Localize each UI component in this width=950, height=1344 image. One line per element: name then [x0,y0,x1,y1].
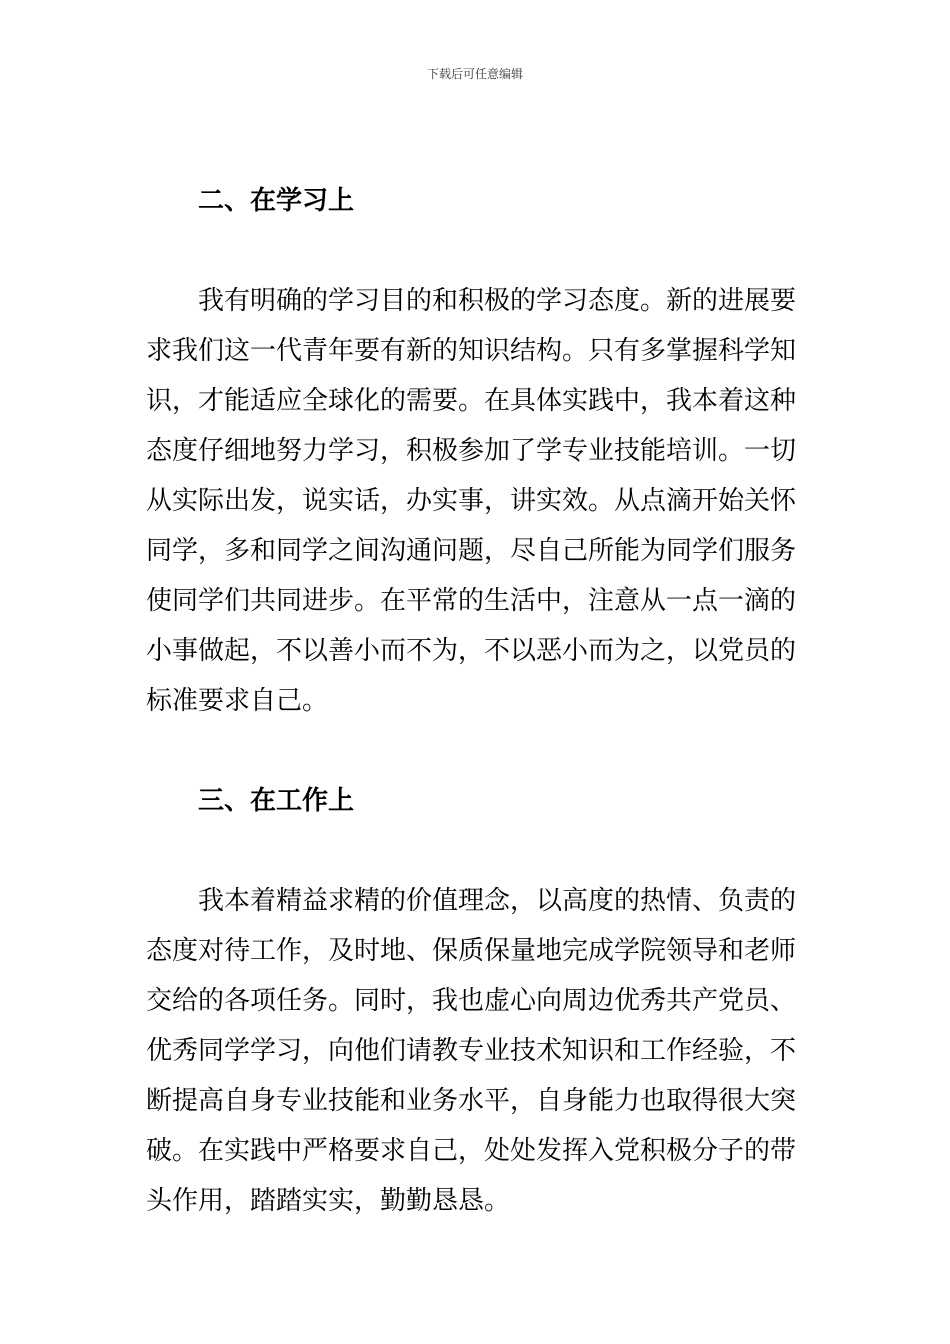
section-heading-study: 二、在学习上 [198,186,355,216]
spacer [146,226,810,276]
paragraph-line: 标准要求自己。 [146,686,329,716]
paragraph-line: 破。在实践中严格要求自己，处处发挥入党积极分子的带 [146,1136,797,1166]
paragraph-line: 同学，多和同学之间沟通问题，尽自己所能为同学们服务 [146,536,797,566]
section-heading-work: 三、在工作上 [198,786,355,816]
paragraph-work [146,876,810,1226]
paragraph-line: 识，才能适应全球化的需要。在具体实践中，我本着这种 [146,386,797,416]
paragraph-line: 从实际出发，说实话，办实事，讲实效。从点滴开始关怀 [146,486,797,516]
spacer [146,726,810,776]
paragraph-line: 断提高自身专业技能和业务水平，自身能力也取得很大突 [146,1086,797,1116]
paragraph-line: 优秀同学学习，向他们请教专业技术知识和工作经验，不 [146,1036,797,1066]
paragraph-line: 我有明确的学习目的和积极的学习态度。新的进展要 [198,286,797,316]
paragraph-line: 我本着精益求精的价值理念，以高度的热情、负责的 [198,886,797,916]
paragraph-line: 小事做起，不以善小而不为，不以恶小而为之，以党员的 [146,636,797,666]
header-note: 下载后可任意编辑 [426,67,523,81]
document-body [146,176,810,1226]
paragraph-line: 态度仔细地努力学习，积极参加了学专业技能培训。一切 [146,436,797,466]
paragraph-line: 使同学们共同进步。在平常的生活中，注意从一点一滴的 [146,586,797,616]
paragraph-study [146,276,810,726]
spacer [146,826,810,876]
paragraph-line: 态度对待工作，及时地、保质保量地完成学院领导和老师 [146,936,797,966]
paragraph-line: 求我们这一代青年要有新的知识结构。只有多掌握科学知 [146,336,797,366]
paragraph-line: 交给的各项任务。同时，我也虚心向周边优秀共产党员、 [146,986,797,1016]
paragraph-line: 头作用，踏踏实实，勤勤恳恳。 [146,1186,511,1216]
